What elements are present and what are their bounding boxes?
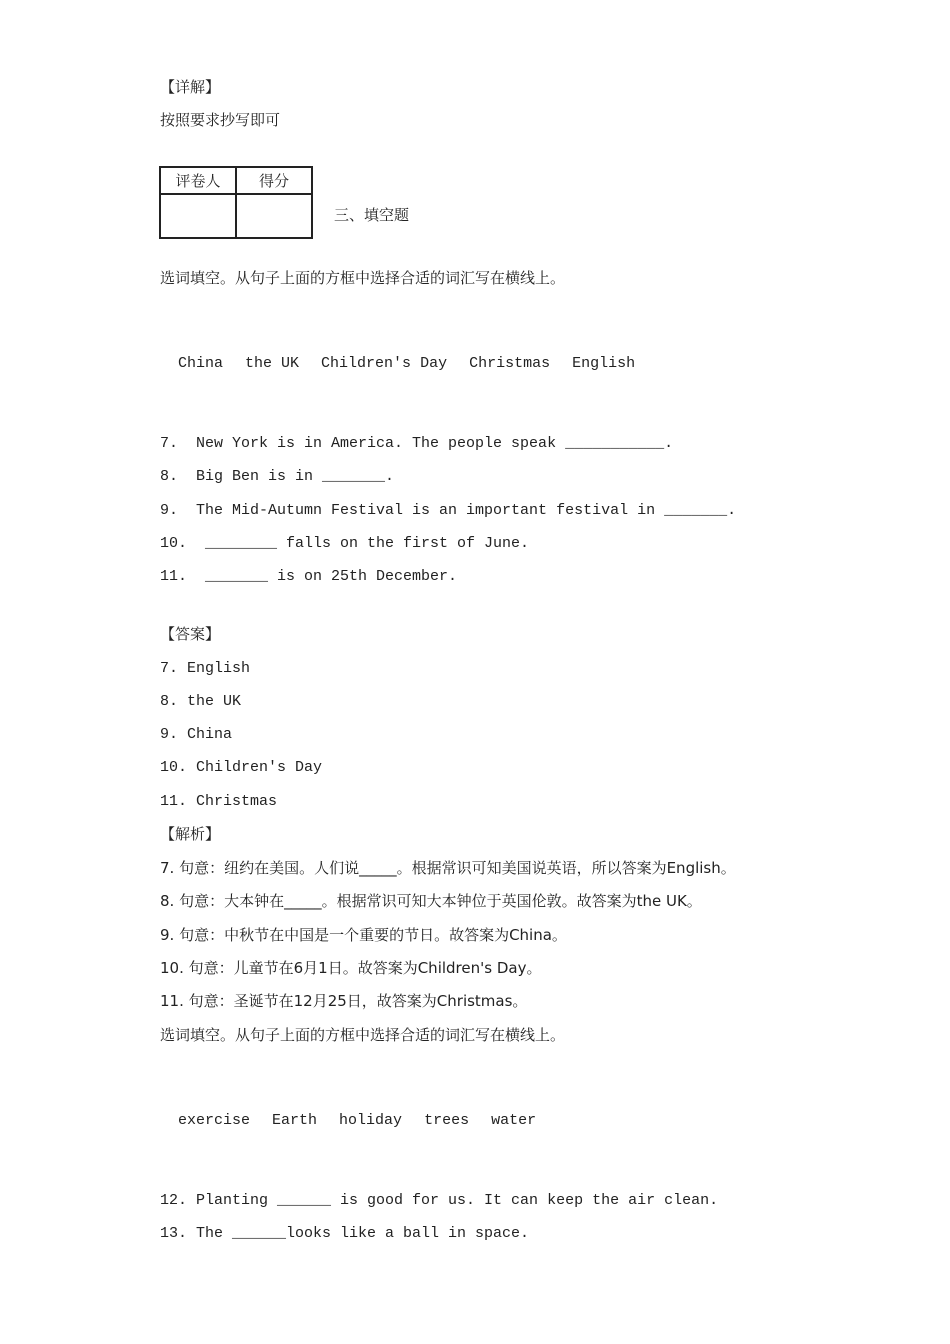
grader-header: 评卷人 xyxy=(160,167,236,194)
analysis-9: 9. 句意：中秋节在中国是一个重要的节日。故答案为China。 xyxy=(160,926,567,944)
question-10: 10. ________ falls on the first of June. xyxy=(160,535,530,552)
detail-text: 按照要求抄写即可 xyxy=(160,111,281,129)
answer-10: 10. Children's Day xyxy=(160,759,323,776)
question-8: 8. Big Ben is in _______. xyxy=(160,468,395,485)
answer-9: 9. China xyxy=(160,726,233,743)
question-9: 9. The Mid-Autumn Festival is an important festival in _______. xyxy=(160,502,737,519)
part1-instruction: 选词填空。从句子上面的方框中选择合适的词汇写在横线上。 xyxy=(160,269,566,287)
part2-word-bank xyxy=(160,1091,558,1131)
word-bank-item: Earth xyxy=(272,1112,318,1129)
word-bank-item: Christmas xyxy=(469,355,551,372)
answer-8: 8. the UK xyxy=(160,693,242,710)
word-bank-item: English xyxy=(572,355,636,372)
answer-11: 11. Christmas xyxy=(160,793,278,810)
question-7: 7. New York is in America. The people speak ___________. xyxy=(160,435,674,452)
section-title: 三、填空题 xyxy=(334,206,410,224)
part2-instruction: 选词填空。从句子上面的方框中选择合适的词汇写在横线上。 xyxy=(160,1026,566,1044)
score-cell xyxy=(236,194,312,238)
analysis-7: 7. 句意：纽约在美国。人们说_____。根据常识可知美国说英语，所以答案为English。 xyxy=(160,859,736,877)
question-11: 11. _______ is on 25th December. xyxy=(160,568,458,585)
score-table xyxy=(159,166,313,239)
grader-cell xyxy=(160,194,236,238)
detail-heading: 【详解】 xyxy=(160,78,221,96)
word-bank-item: China xyxy=(178,355,224,372)
part1-word-bank xyxy=(160,334,657,374)
word-bank-item: the UK xyxy=(245,355,300,372)
question-13: 13. The ______looks like a ball in space. xyxy=(160,1225,530,1242)
word-bank-item: holiday xyxy=(339,1112,403,1129)
answer-heading: 【答案】 xyxy=(160,625,221,643)
analysis-11: 11. 句意：圣诞节在12月25日，故答案为Christmas。 xyxy=(160,992,528,1010)
word-bank-item: water xyxy=(491,1112,537,1129)
analysis-10: 10. 句意：儿童节在6月1日。故答案为Children's Day。 xyxy=(160,959,542,977)
word-bank-item: Children's Day xyxy=(321,355,448,372)
question-12: 12. Planting ______ is good for us. It can keep the air clean. xyxy=(160,1192,719,1209)
score-header: 得分 xyxy=(236,167,312,194)
analysis-heading: 【解析】 xyxy=(160,825,221,843)
answer-7: 7. English xyxy=(160,660,251,677)
word-bank-item: trees xyxy=(424,1112,470,1129)
word-bank-item: exercise xyxy=(178,1112,251,1129)
analysis-8: 8. 句意：大本钟在_____。根据常识可知大本钟位于英国伦敦。故答案为the UK。 xyxy=(160,892,702,910)
